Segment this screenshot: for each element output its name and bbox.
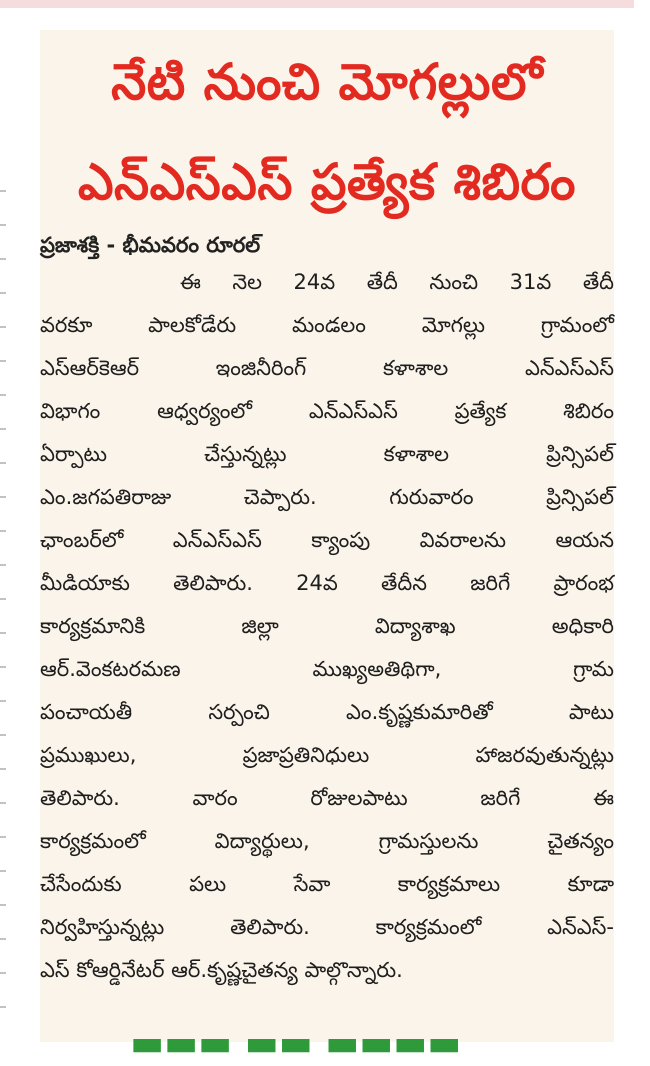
body-line: ప్రముఖులు, ప్రజాప్రతినిధులు హాజరవుతున్నట్లు [40,743,614,767]
body-line: పంచాయతీ సర్పంచి ఎం.కృష్ణకుమారితో పాటు [40,700,614,724]
headline-line-2: ఎన్‌ఎస్‌ఎస్‌ ప్రత్యేక శిబిరం [77,153,576,211]
newspaper-clipping [40,30,614,1064]
top-strip [0,0,634,8]
body-line: విభాగం ఆధ్వర్యంలో ఎన్‌ఎస్‌ఎస్‌ ప్రత్యేక శిబిరం [40,399,614,423]
body-line: నిర్వహిస్తున్నట్లు తెలిపారు. కార్యక్రమంలో ఎన్‌ఎస్‌- [40,915,614,939]
body-line: ఆర్‌.వెంకటరమణ ముఖ్యఅతిథిగా, గ్రామ [40,657,614,681]
headline-line-1: నేటి నుంచి మోగల్లులో [111,53,543,111]
body-line: ఈ నెల 24వ తేదీ నుంచి 31వ తేదీ [180,270,614,294]
dateline: ప్రజాశక్తి - భీమవరం రూరల్‌ [40,233,261,257]
body-line: కార్యక్రమానికి జిల్లా విద్యాశాఖ అధికారి [40,614,614,638]
body-line: మీడియాకు తెలిపారు. 24వ తేదీన జరిగే ప్రారంభ [40,571,614,595]
next-article-headline-cropped: ▬▬▬ ▬▬ ▬▬▬▬ [130,1023,462,1064]
body-line: ఎస్‌ కోఆర్డినేటర్‌ ఆర్‌.కృష్ణచైతన్య పాల్గొన్నారు. [40,958,403,982]
body-line: కార్యక్రమంలో విద్యార్థులు, గ్రామస్తులను చైతన్యం [40,829,614,853]
body-line: ఏర్పాటు చేస్తున్నట్లు కళాశాల ప్రిన్సిపల్‌ [40,442,614,466]
adjacent-column-edge [0,190,6,1010]
body-line: ఎస్‌ఆర్‌కెఆర్‌ ఇంజినీరింగ్‌ కళాశాల ఎన్‌ఎస్‌ఎస్‌ [40,356,614,380]
body-line: ఎం.జగపతిరాజు చెప్పారు. గురువారం ప్రిన్సిపల్‌ [40,485,614,509]
body-line: తెలిపారు. వారం రోజులపాటు జరిగే ఈ [40,786,614,810]
body-line: చేసేందుకు పలు సేవా కార్యక్రమాలు కూడా [40,872,614,896]
page-margin [634,0,650,1042]
body-line: ఛాంబర్‌లో ఎన్‌ఎస్‌ఎస్‌ క్యాంపు వివరాలను ఆయన [40,528,614,552]
body-line: వరకూ పాలకోడేరు మండలం మోగల్లు గ్రామంలో [40,313,614,337]
